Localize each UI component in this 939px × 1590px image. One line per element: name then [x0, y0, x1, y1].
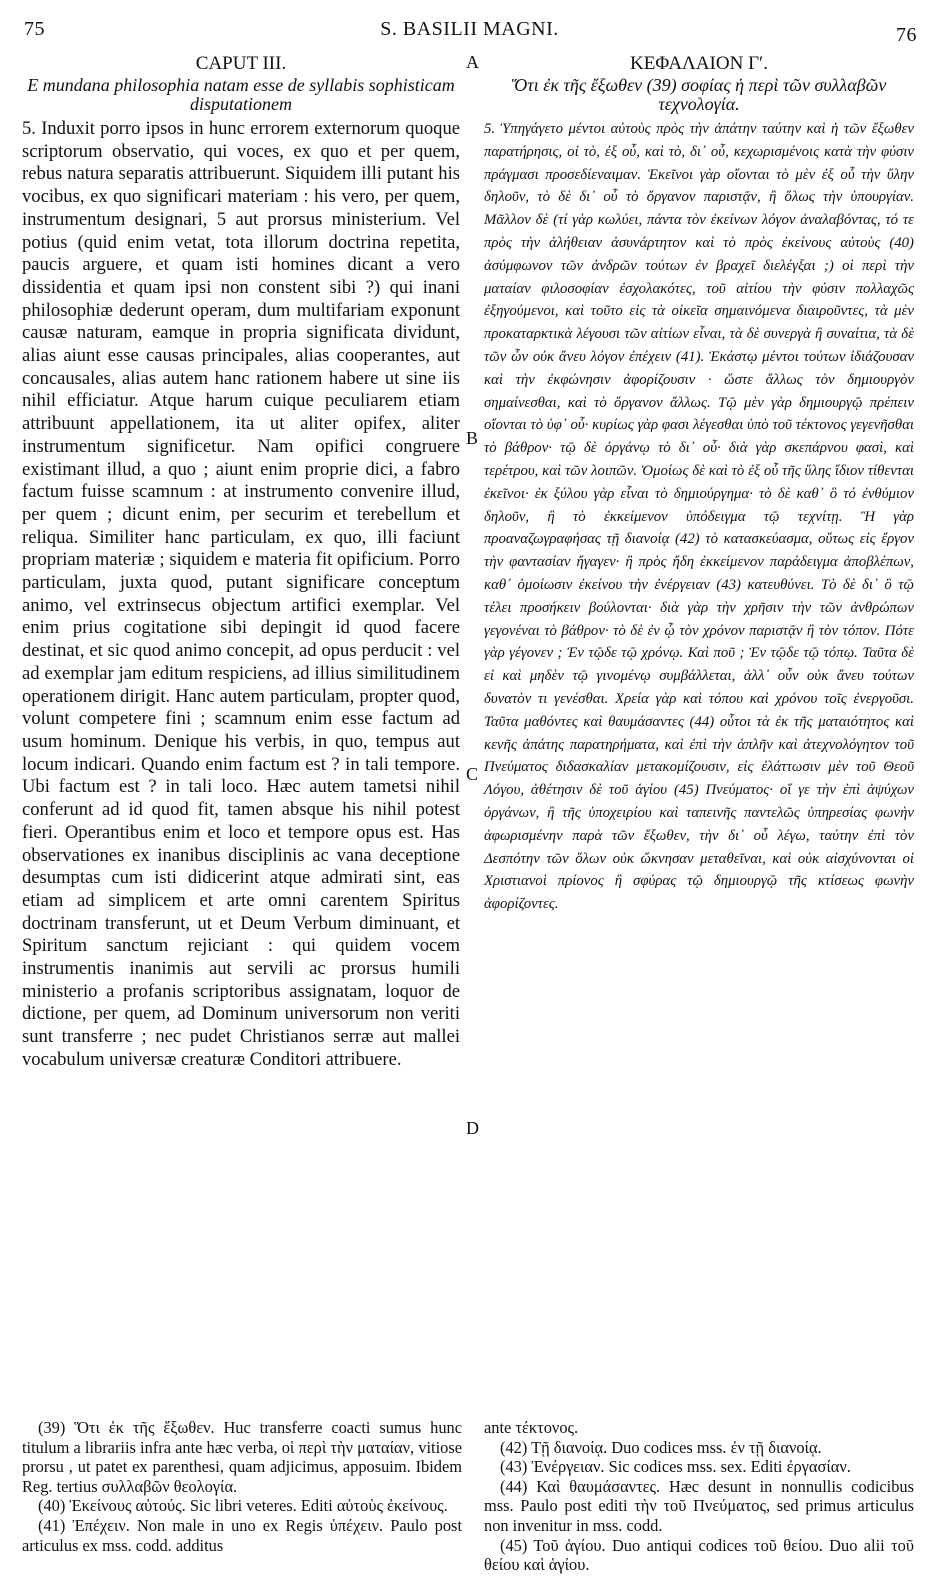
footnote-40: (40) Ἐκείνους αὐτούς. Sic libri veteres. Editi αὐτοὺς ἐκείνους.	[38, 1496, 448, 1516]
latin-chapter-subtitle: E mundana philosophia natam esse de syllabis sophisticam disputationem	[27, 75, 455, 114]
footnote-44: (44) Καὶ θαυμάσαντες. Hæc desunt in nonnullis codicibus mss. Paulo post editi τὴν τοῦ Πνεύματος, sed primus articulus non invenitur in mss. codd.	[484, 1476, 914, 1535]
footnotes-right	[484, 1418, 914, 1575]
footnote-42: (42) Τῇ διανοίᾳ. Duo codices mss. ἐν τῇ διανοίᾳ.	[500, 1437, 822, 1457]
latin-chapter-title: CAPUT III.	[195, 53, 287, 74]
latin-column	[22, 52, 460, 1072]
margin-marker-d: D	[466, 1118, 479, 1138]
footnote-43: (43) Ἐνέργειαν. Sic codices mss. sex. Editi ἐργασίαν.	[500, 1457, 851, 1477]
margin-marker-a: A	[466, 52, 479, 72]
running-head: S. BASILII MAGNI.	[380, 18, 559, 40]
latin-body-text: 5. Induxit porro ipsos in hunc errorem externorum quoque scriptorum observatio, qui voces, ex quo et per quem, rebus natura separatis attribuerunt. Siquidem illi putant his vocibus, ex quo significari materiam : his vero, per quem, instrumentum designari, 5 aut prorsus ministerium. Vel potius (quid enim vetat, tota illorum doctrina repetita, paucis arguere, et quam isti homines dicant a vero dissidentia et quam ipsi non constent sibi ?) qui inani philosophiæ dederunt operam, dum multifariam exponunt causæ naturam, eamque in propria significata dividunt, alias aiunt esse causas principales, alias cooperantes, aut concausales, alias autem hanc rationem habere ut sine iis nihil efficiatur. Atque harum cuique peculiarem etiam attribuunt appellationem, ita ut aliter opifex, aliter instrumentum significetur. Nam opifici congruere existimant illud, a quo ; aiunt enim proprie dici, a fabro factum fuisse scamnum : at instrumento convenire illud, per quem ; dicunt enim, per securim et terebellum et reliqua. Similiter hanc particulam, ex quo, illi faciunt propriam materiæ ; siquidem e materia fit opificium. Porro particulam, juxta quod, putant significare conceptum animo, vel extrinsecus objectum artifici exemplar. Vel enim prius cogitatione sibi depingit id quod facere destinat, et sic quod animo concepit, ad opus perducit : vel ad exemplar jam editum respiciens, ad illius similitudinem operationem dirigit. Hanc autem particulam, propter quod, volunt competere fini ; scamnum enim esse factum ad usum hominum. Denique his verbis, in quo, tempus aut locum indicari. Quando enim factum est ? in tali tempore. Ubi factum est ? in tali loco. Hæc autem tametsi nihil conferunt ad id quod fit, tamen absque his nihil potest fieri. Operantibus enim et loco et tempore opus est. Has observationes ex inanibus disciplinis ac vana deceptione desumptas cum isti didicerint atque admirati sint, eas etiam ad simplicem et arte omni carentem Spiritus doctrinam transferunt, ut et Deum Verbum diminuant, et Spiritum sanctum rejiciant : qui quidem vocem instrumentis inanimis aut servili ac prorsus humili ministerio a profanis scriptoribus assignatam, loquor de dictione, per quem, ad Dominum universorum non veriti sunt transferre ; nec pudet Christianos serræ aut mallei vocabulum universæ creaturæ Conditori attribuere.	[22, 118, 460, 1070]
greek-body-text: 5. Ὑπηγάγετο μέντοι αὐτοὺς πρὸς τὴν ἀπάτην ταύτην καὶ ἡ τῶν ἔξωθεν παρατήρησις, οἱ τὸ, ἐξ οὗ, καὶ τὸ, δι᾽ οὗ, κεχωρισμένοις κατὰ τὴν φύσιν πράγμασι προσεδίεναιμαν. Ἐκεῖνοι γὰρ οἴονται τὸ μὲν ἐξ οὗ τὴν ὕλην δηλοῦν, τὸ δὲ δι᾽ οὗ τὸ ὄργανον παριστᾷν, ἢ ὅλως τὴν ὑπουργίαν. Μᾶλλον δὲ (τί γὰρ κωλύει, πάντα τὸν ἐκείνων λόγον ἀναλαβόντας, τό τε πρὸς τὴν ἀλήθειαν ἀσυνάρτητον καὶ τὸ πρὸς ἐκείνους αὐτοὺς (40) ἀσύμφωνον τῶν ἀνδρῶν τούτων ἐν βραχεῖ διελέγξαι ;) οἱ περὶ τὴν ματαίαν φιλοσοφίαν ἐσχολακότες, τοῦ αἰτίου τὴν φύσιν πολλαχῶς ἐξηγούμενοι, καὶ τοῦτο εἰς τὰ οἰκεῖα σημαινόμενα διαιροῦντες, τὰ μὲν προκαταρκτικὰ λέγουσι τῶν αἰτίων εἶναι, τὰ δὲ συνεργὰ ἢ συναίτια, τὰ δὲ τῶν ὧν οὐκ ἄνευ λόγον ἐπέχειν (41). Ἑκάστῳ μέντοι τούτων ἰδιάζουσαν καὶ τὴν ἐκφώνησιν ἀφορίζουσιν · ὥστε ἄλλως τὸν δημιουργὸν σημαίνεσθαι, καὶ τὸ ὄργανον ἄλλως. Τῷ μὲν γὰρ δημιουργῷ πρέπειν οἴονται τὸ ὑφ᾽ οὗ· κυρίως γὰρ φασι λέγεσθαι ὑπὸ τοῦ τέκτονος γεγενῆσθαι τὸ βάθρον· τῷ δὲ ὀργάνῳ τὸ δι᾽ οὗ· διὰ γὰρ σκεπάρνου φασὶ, καὶ τερέτρου, καὶ τῶν λοιπῶν. Ὁμοίως δὲ καὶ τὸ ἐξ οὗ τῆς ὕλης ἴδιον τίθενται ἐκεῖνοι· ἐκ ξύλου γὰρ εἶναι τὸ δημιούργημα· τὸ δὲ καθ᾽ ὃ τό ἐνθύμιον δηλοῦν, ἢ τὸ ἐκκείμενον ὑπόδειγμα τῷ τεχνίτῃ. Ἢ γὰρ προαναζωγραφήσας τῇ διανοίᾳ (42) τὸ κατασκεύασμα, οὕτως εἰς ἔργον τὴν φαντασίαν ἤγαγεν· ἢ πρὸς ἤδη ἐκκείμενον παράδειγμα ἀποβλέπων, καθ᾽ ὁμοίωσιν ἐκείνου τὴν ἐνέργειαν (43) κατευθύνει. Τὸ δὲ δι᾽ ὃ τῷ τέλει προσήκειν βούλονται· διὰ γὰρ τὴν χρῆσιν τὴν τῶν ἀνθρώπων γεγονέναι τὸ βάθρον· τὸ δὲ ἐν ᾧ τὸν χρόνον παριστᾷν ἢ τὸν τόπον. Πότε γὰρ γέγονεν ; Ἐν τῷδε τῷ χρόνῳ. Καὶ ποῦ ; Ἐν τῷδε τῷ τόπῳ. Ταῦτα δὲ εἰ καὶ μηδὲν τῷ γινομένῳ συμβάλλεται, ἀλλ᾽ οὖν οὐκ ἄνευ τούτων δυνατὸν τι γενέσθαι. Χρεία γὰρ καὶ τόπου καὶ χρόνου τοῖς ἐνεργοῦσι. Ταῦτα μαθόντες καὶ θαυμάσαντες (44) οὗτοι τὰ ἐκ τῆς ματαιότητος καὶ κενῆς ἀπάτης παρατηρήματα, καὶ ἐπὶ τὴν ἁπλῆν καὶ ἀτεχνολόγητον τοῦ Πνεύματος διδασκαλίαν μετακομίζουσιν, εἰς ἐλάττωσιν μὲν τοῦ Θεοῦ Λόγου, ἀθέτησιν δὲ τοῦ ἁγίου (45) Πνεύματος· οἵ γε τὴν ἐπὶ ἀψύχων ὀργάνων, ἢ τῆς ὑποχειρίου καὶ ταπεινῆς παντελῶς ὑπηρεσίας φωνὴν ἀφωρισμένην παρὰ τῶν ἔξωθεν, τὴν δι᾽ οὗ λέγω, ταύτην ἐπὶ τὸν Δεσπότην τῶν ὅλων οὐκ ὤκνησαν μεταθεῖναι, καὶ οὐκ αἰσχύνονται οἱ Χριστιανοὶ πρίονος ἢ σφύρας τῷ δημιουργῷ τῆς κτίσεως φωνὴν ἀφορίζοντες.	[484, 121, 914, 913]
margin-marker-b: B	[466, 428, 479, 448]
footnote-39: (39) Ὅτι ἐκ τῆς ἔξωθεν. Huc transferre coacti sumus hunc titulum a librariis infra ante hæc verba, οἱ περὶ τὴν ματαίαν, vitiose prorsu , ut patet ex parenthesi, quam adjicimus, apposuim. Ibidem Reg. tertius συλλαβῶν θεολογία.	[22, 1418, 462, 1496]
greek-chapter-subtitle: Ὅτι ἐκ τῆς ἔξωθεν (39) σοφίας ἡ περὶ τῶν συλλαβῶν τεχνολογία.	[511, 75, 887, 114]
greek-chapter-title: ΚΕΦΑΛΑΙΟΝ Γʹ.	[630, 53, 768, 74]
footnote-41: (41) Ἐπέχειν. Non male in uno ex Regis ὑπέχειν. Paulo post articulus ex mss. codd. additus	[22, 1515, 462, 1555]
footnote-41-continued: ante τέκτονος.	[484, 1418, 579, 1437]
margin-marker-c: C	[466, 764, 479, 784]
footnote-45: (45) Τοῦ ἁγίου. Duo antiqui codices τοῦ θείου. Duo alii τοῦ θείου καὶ ἁγίου.	[484, 1535, 914, 1575]
footnotes-left	[22, 1418, 462, 1555]
page-number-left: 75	[24, 18, 45, 40]
page-number-right: 76	[896, 24, 917, 46]
greek-column	[484, 52, 914, 916]
